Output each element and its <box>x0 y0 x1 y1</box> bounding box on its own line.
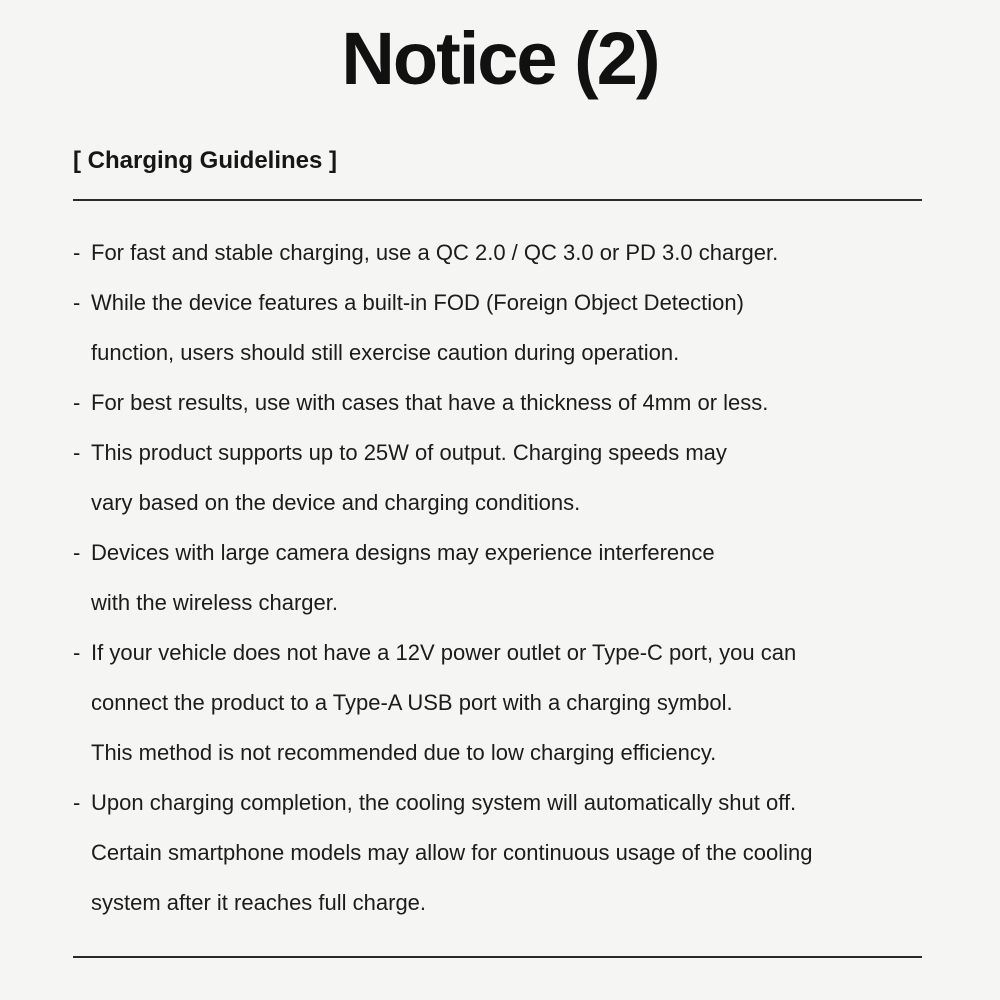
bullet-dash: - <box>73 440 81 465</box>
bottom-divider <box>73 956 922 958</box>
line-text: with the wireless charger. <box>91 590 338 615</box>
bullet-dash: - <box>73 640 81 665</box>
guideline-line <box>73 428 922 478</box>
page-title: Notice (2) <box>341 17 659 100</box>
line-text: vary based on the device and charging conditions. <box>91 490 581 515</box>
guideline-line <box>73 628 922 678</box>
guideline-line <box>73 378 922 428</box>
bullet-dash: - <box>73 390 81 415</box>
guidelines-list <box>73 228 922 928</box>
top-divider <box>73 199 922 201</box>
guideline-line <box>73 578 922 628</box>
bullet-dash: - <box>73 540 81 565</box>
line-text: connect the product to a Type-A USB port with a charging symbol. <box>91 690 733 715</box>
line-text: For best results, use with cases that have a thickness of 4mm or less. <box>91 390 769 415</box>
guideline-line <box>73 728 922 778</box>
line-text: Certain smartphone models may allow for continuous usage of the cooling <box>91 840 813 865</box>
line-text: This product supports up to 25W of output. Charging speeds may <box>91 440 727 465</box>
line-text: This method is not recommended due to low charging efficiency. <box>91 740 717 765</box>
guideline-line <box>73 328 922 378</box>
guideline-line <box>73 828 922 878</box>
bullet-dash: - <box>73 290 81 315</box>
guideline-line <box>73 528 922 578</box>
line-text: If your vehicle does not have a 12V power outlet or Type-C port, you can <box>91 640 797 665</box>
line-text: While the device features a built-in FOD (Foreign Object Detection) <box>91 290 744 315</box>
guideline-line <box>73 878 922 928</box>
line-text: system after it reaches full charge. <box>91 890 427 915</box>
guideline-line <box>73 228 922 278</box>
guideline-line <box>73 678 922 728</box>
line-text: For fast and stable charging, use a QC 2.0 / QC 3.0 or PD 3.0 charger. <box>91 240 779 265</box>
guideline-line <box>73 278 922 328</box>
line-text: function, users should still exercise caution during operation. <box>91 340 680 365</box>
bullet-dash: - <box>73 790 81 815</box>
section-title: [ Charging Guidelines ] <box>73 147 338 174</box>
guideline-line <box>73 478 922 528</box>
bullet-dash: - <box>73 240 81 265</box>
content-area <box>73 147 922 958</box>
line-text: Upon charging completion, the cooling system will automatically shut off. <box>91 790 797 815</box>
guideline-line <box>73 778 922 828</box>
line-text: Devices with large camera designs may experience interference <box>91 540 715 565</box>
